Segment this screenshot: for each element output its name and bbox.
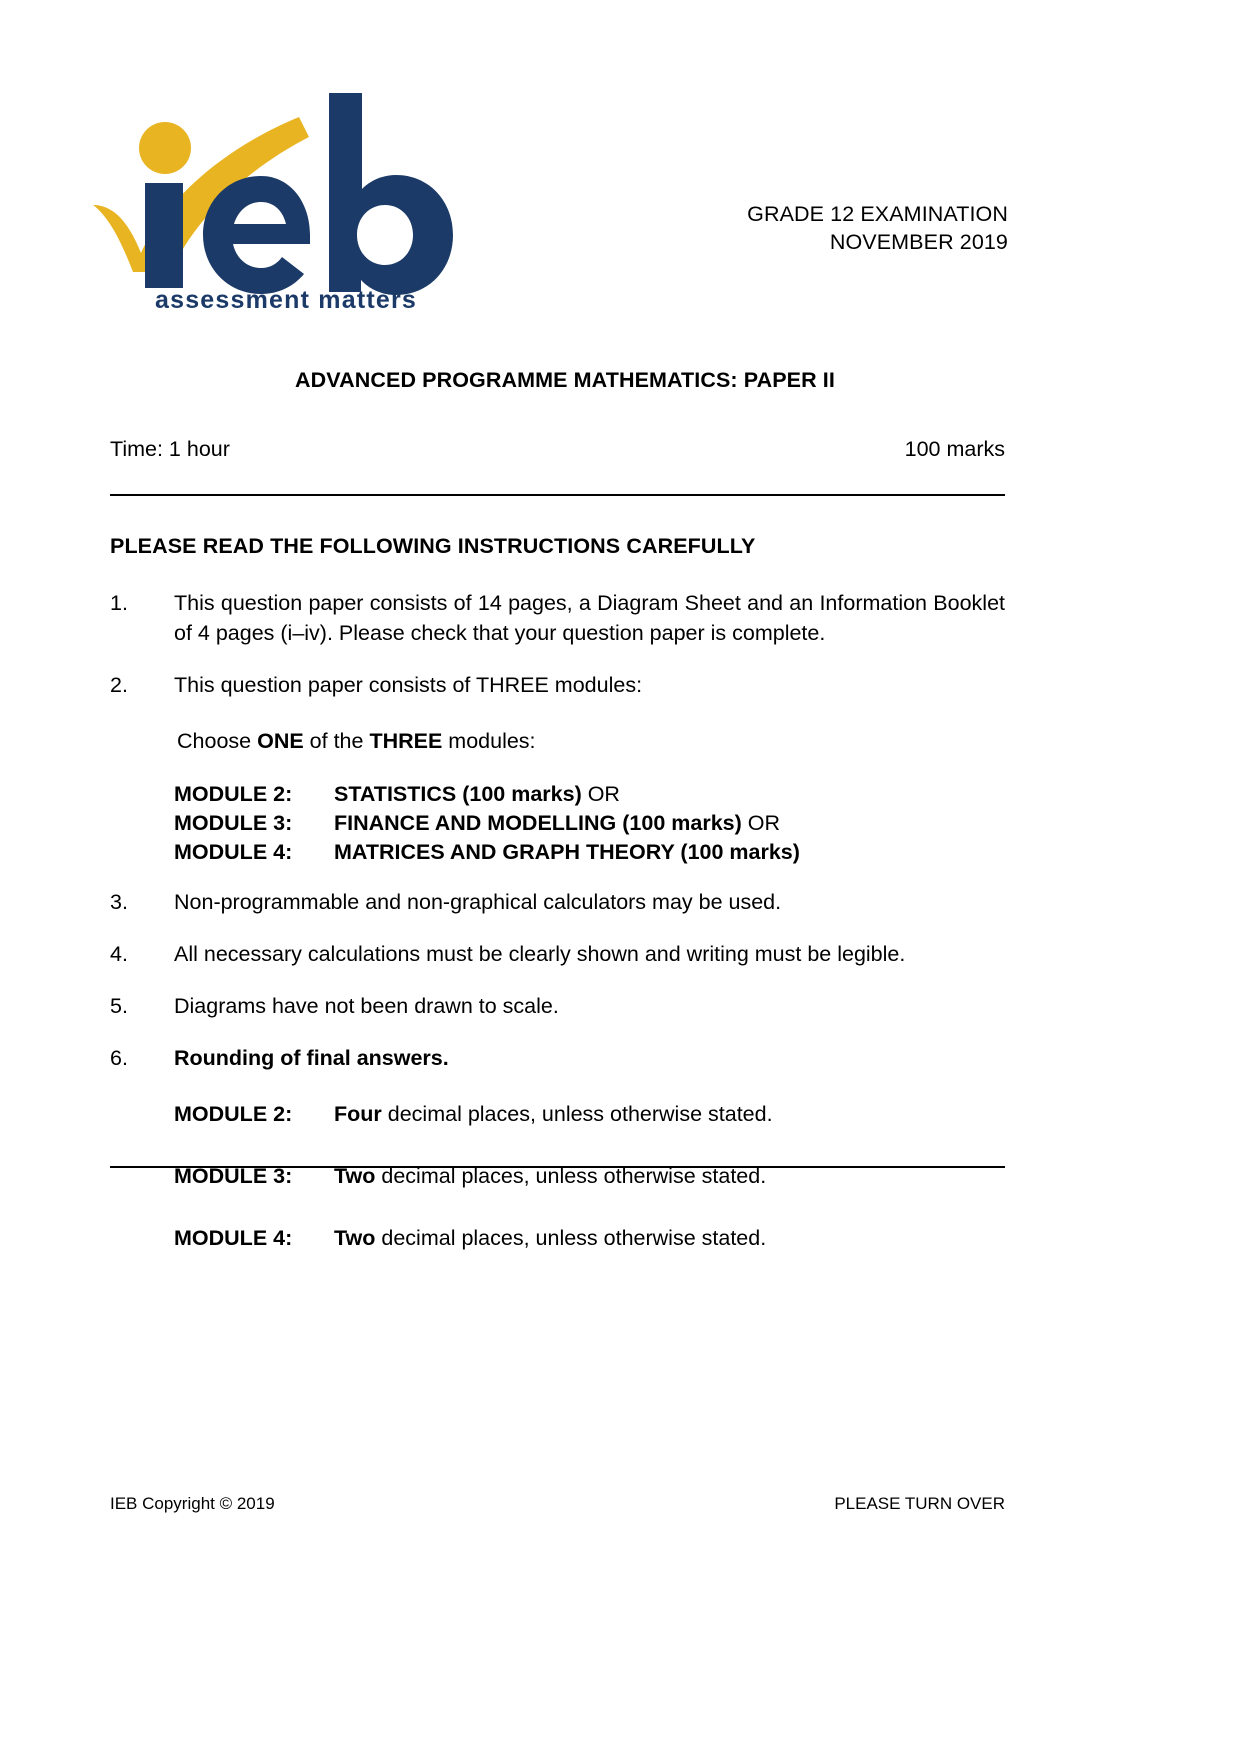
module-option-3 bbox=[174, 809, 1005, 838]
module-label: MODULE 2: bbox=[174, 782, 293, 806]
choose-pre: Choose bbox=[177, 729, 258, 753]
rounding-text: decimal places, unless otherwise stated. bbox=[381, 1102, 773, 1126]
instruction-number: 5. bbox=[110, 994, 128, 1018]
rounding-precision: Two bbox=[334, 1164, 376, 1188]
rounding-text: decimal places, unless otherwise stated. bbox=[375, 1164, 767, 1188]
time-label: Time: 1 hour bbox=[110, 437, 230, 461]
rounding-text: decimal places, unless otherwise stated. bbox=[375, 1226, 767, 1250]
module-label: MODULE 3: bbox=[174, 811, 293, 835]
instruction-item-3 bbox=[110, 887, 1005, 917]
exam-meta bbox=[747, 200, 1008, 256]
ieb-logo bbox=[85, 55, 418, 314]
instruction-text: This question paper consists of THREE modules: bbox=[174, 673, 643, 697]
instructions-list bbox=[110, 588, 1005, 1285]
rounding-rule-module-4 bbox=[174, 1223, 1005, 1253]
instruction-number: 6. bbox=[110, 1046, 128, 1070]
module-or: OR bbox=[741, 811, 780, 835]
time-and-marks-row bbox=[110, 437, 1005, 462]
rounding-module-label: MODULE 4: bbox=[174, 1226, 293, 1250]
instruction-number: 4. bbox=[110, 942, 128, 966]
module-option-2 bbox=[174, 780, 1005, 809]
choose-post: modules: bbox=[442, 729, 536, 753]
choose-one-emphasis: ONE bbox=[257, 729, 304, 753]
rounding-module-label: MODULE 2: bbox=[174, 1102, 293, 1126]
instruction-text: Non-programmable and non-graphical calculators may be used. bbox=[174, 890, 782, 914]
exam-date-line: NOVEMBER 2019 bbox=[829, 230, 1008, 254]
choose-mid: of the bbox=[303, 729, 370, 753]
instruction-number: 3. bbox=[110, 890, 128, 914]
module-or: OR bbox=[581, 782, 620, 806]
instructions-heading: PLEASE READ THE FOLLOWING INSTRUCTIONS CAREFULLY bbox=[110, 534, 756, 558]
module-options-list bbox=[174, 780, 1005, 867]
instruction-item-1 bbox=[110, 588, 1005, 648]
module-name: FINANCE AND MODELLING (100 marks) bbox=[334, 811, 742, 835]
page-footer bbox=[110, 1494, 1005, 1514]
rounding-precision: Four bbox=[334, 1102, 382, 1126]
instruction-text: This question paper consists of 14 pages, a Diagram Sheet and an Information Booklet of 4 pages (i–iv). Please check that your question paper is complete. bbox=[174, 591, 1005, 645]
page-header bbox=[0, 55, 1240, 314]
rounding-module-label: MODULE 3: bbox=[174, 1164, 293, 1188]
rounding-rule-module-2 bbox=[174, 1099, 1005, 1129]
instruction-item-4 bbox=[110, 939, 1005, 969]
module-label: MODULE 4: bbox=[174, 840, 293, 864]
module-option-4 bbox=[174, 838, 1005, 867]
marks-label: 100 marks bbox=[904, 437, 1005, 461]
choose-module-line bbox=[174, 726, 1005, 756]
rounding-precision: Two bbox=[334, 1226, 376, 1250]
instruction-item-6 bbox=[110, 1043, 1005, 1253]
instruction-text: Diagrams have not been drawn to scale. bbox=[174, 994, 559, 1018]
logo-tagline-text: assessment matters bbox=[155, 286, 418, 314]
exam-grade-line: GRADE 12 EXAMINATION bbox=[747, 202, 1008, 226]
module-name: STATISTICS (100 marks) bbox=[334, 782, 582, 806]
divider-bottom bbox=[110, 1166, 1005, 1168]
module-name: MATRICES AND GRAPH THEORY (100 marks) bbox=[334, 840, 800, 864]
instruction-item-2 bbox=[110, 670, 1005, 867]
instruction-text: Rounding of final answers. bbox=[174, 1046, 449, 1070]
instruction-item-5 bbox=[110, 991, 1005, 1021]
instruction-text: All necessary calculations must be clearly shown and writing must be legible. bbox=[174, 942, 906, 966]
turn-over-text: PLEASE TURN OVER bbox=[834, 1494, 1005, 1513]
page-title: ADVANCED PROGRAMME MATHEMATICS: PAPER II bbox=[295, 368, 835, 392]
rounding-rules-list bbox=[174, 1099, 1005, 1253]
instruction-number: 1. bbox=[110, 591, 128, 615]
instruction-number: 2. bbox=[110, 673, 128, 697]
choose-three-emphasis: THREE bbox=[369, 729, 443, 753]
copyright-text: IEB Copyright © 2019 bbox=[110, 1494, 275, 1513]
divider-top bbox=[110, 494, 1005, 496]
